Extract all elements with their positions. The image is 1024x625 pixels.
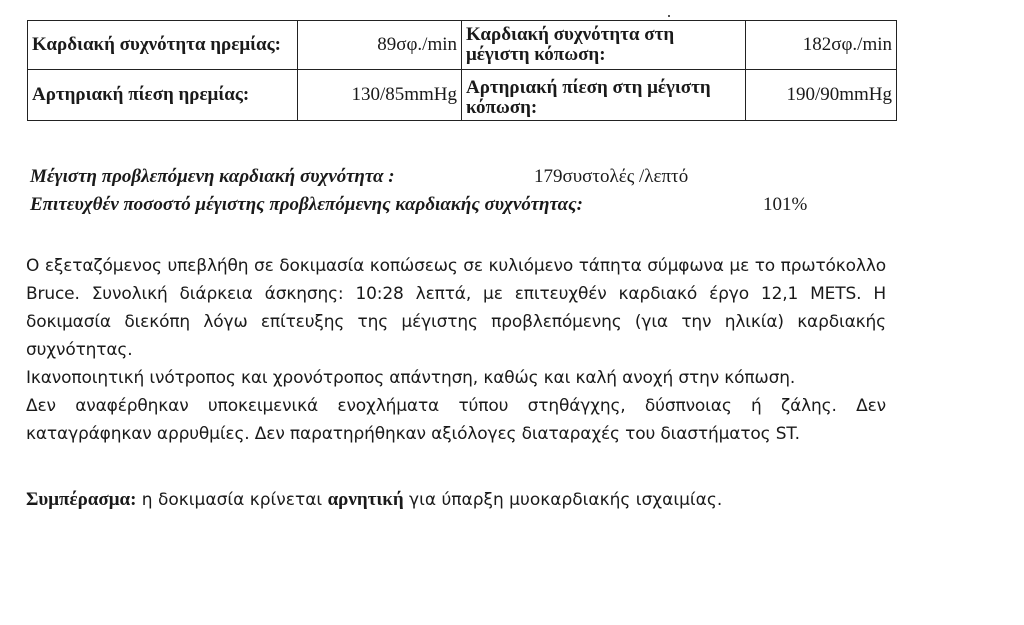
achieved-pct-label: Επιτευχθέν ποσοστό μέγιστης προβλεπόμενης καρδιακής συχνότητας:	[30, 194, 583, 215]
narrative-paragraph-findings: Δεν αναφέρθηκαν υποκειμενικά ενοχλήματα τύπου στηθάγχης, δύσπνοιας ή ζάλης. Δεν καταγράφηκαν αρρυθμίες. Δεν παρατηρήθηκαν αξιόλογες διαταραχές του διαστήματος ST.	[26, 396, 886, 444]
conclusion-text-after: για ύπαρξη μυοκαρδιακής ισχαιμίας.	[403, 490, 723, 510]
achieved-pct-value: 101%	[763, 194, 808, 215]
vitals-table	[27, 20, 897, 121]
heart-rate-summary	[30, 163, 808, 219]
resting-hr-value: 89σφ./min	[298, 21, 462, 70]
resting-bp-value: 130/85mmHg	[298, 70, 462, 121]
scan-speck	[668, 15, 670, 17]
conclusion	[26, 486, 906, 514]
resting-hr-label: Καρδιακή συχνότητα ηρεμίας:	[28, 21, 298, 70]
vitals-row-blood-pressure	[28, 70, 897, 121]
conclusion-text-before: η δοκιμασία κρίνεται	[136, 490, 328, 510]
predicted-max-hr-label: Μέγιστη προβλεπόμενη καρδιακή συχνότητα :	[30, 166, 395, 187]
test-narrative	[26, 252, 886, 448]
conclusion-label: Συμπέρασμα:	[26, 489, 137, 510]
max-bp-value: 190/90mmHg	[746, 70, 897, 121]
vitals-row-heart-rate	[28, 21, 897, 70]
predicted-max-hr-row	[30, 163, 689, 191]
max-hr-value: 182σφ./min	[746, 21, 897, 70]
max-hr-label: Καρδιακή συχνότητα στη μέγιστη κόπωση:	[462, 21, 746, 70]
resting-bp-label: Αρτηριακή πίεση ηρεμίας:	[28, 70, 298, 121]
conclusion-verdict: αρνητική	[327, 489, 404, 510]
predicted-max-hr-value: 179συστολές /λεπτό	[534, 166, 689, 187]
max-bp-label: Αρτηριακή πίεση στη μέγιστη κόπωση:	[462, 70, 746, 121]
narrative-paragraph-protocol: Ο εξεταζόμενος υπεβλήθη σε δοκιμασία κοπώσεως σε κυλιόμενο τάπητα σύμφωνα με το πρωτόκολλο Bruce. Συνολική διάρκεια άσκησης: 10:28 λεπτά, με επιτευχθέν καρδιακό έργο 12,1 METS. Η δοκιμασία διεκόπη λόγω επίτευξης της μέγιστης προβλεπόμενης (για την ηλικία) καρδιακής συχνότητας.	[26, 256, 886, 360]
narrative-paragraph-response: Ικανοποιητική ινότροπος και χρονότροπος απάντηση, καθώς και καλή ανοχή στην κόπωση.	[26, 368, 796, 388]
achieved-pct-row	[30, 191, 808, 219]
